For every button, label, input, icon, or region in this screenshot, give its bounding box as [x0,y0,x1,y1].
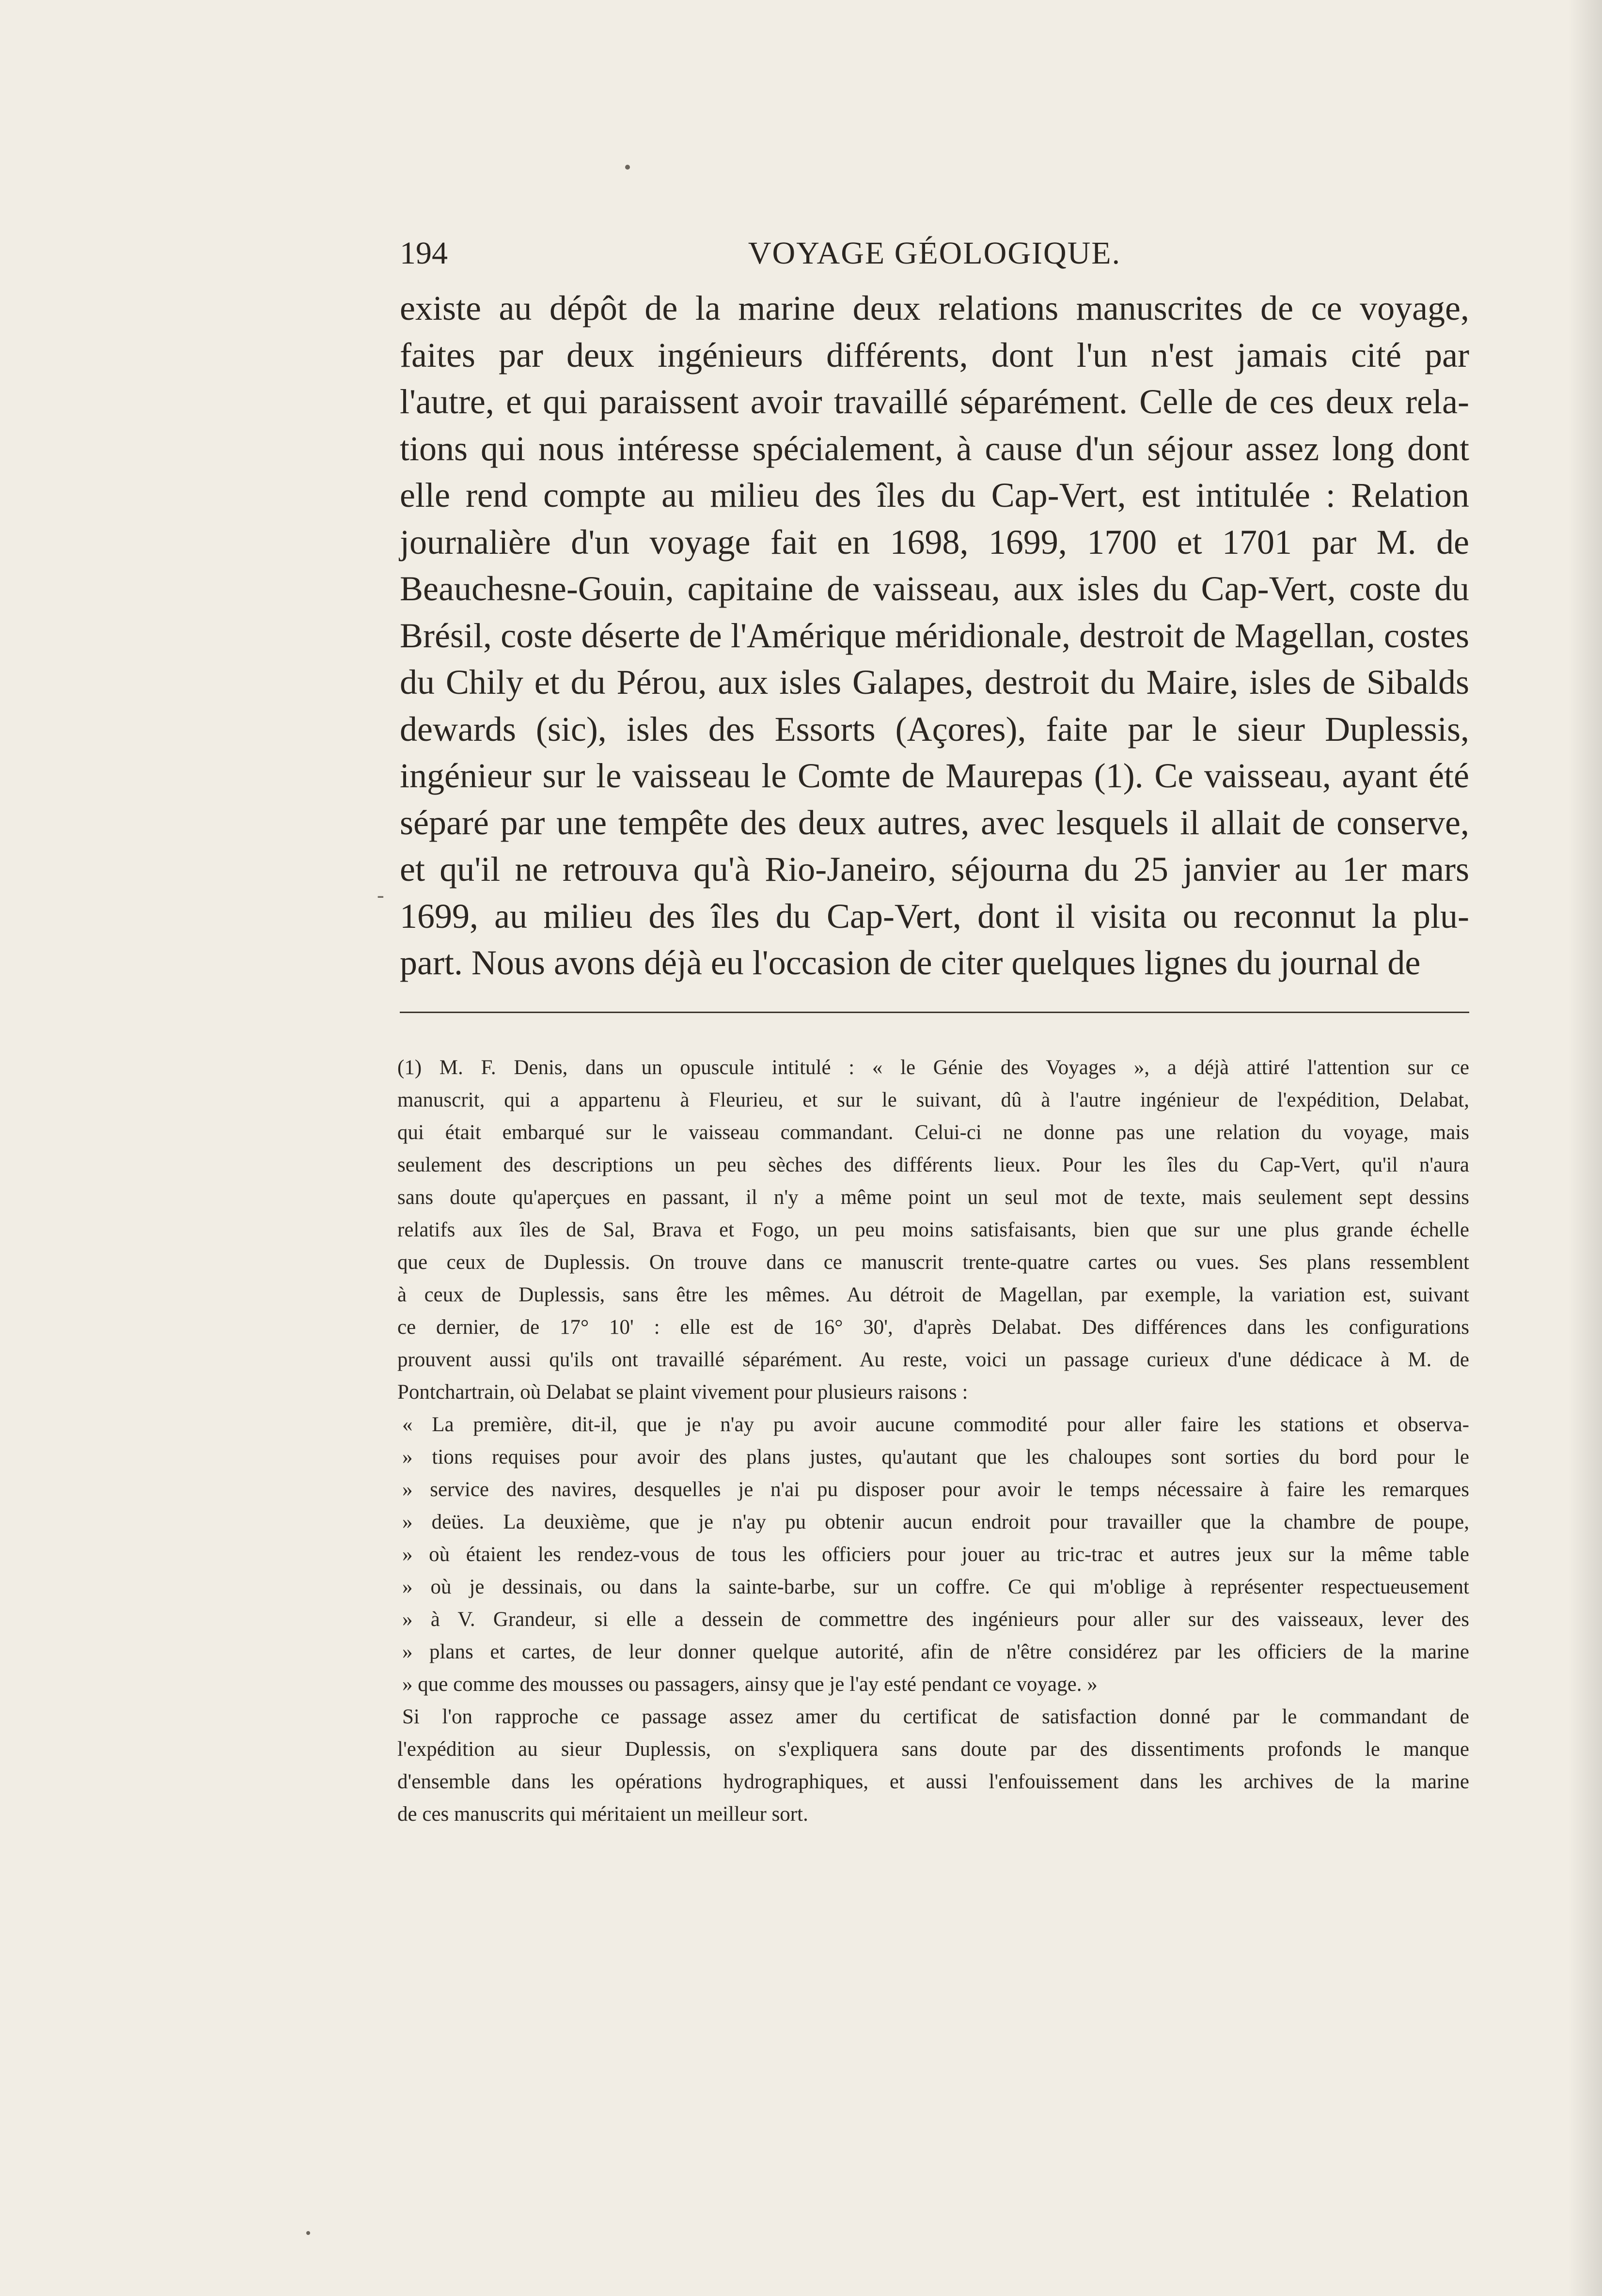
body-line: existe au dépôt de la marine deux relations manuscrites de ce voyage, [400,289,1469,328]
closing-line: Si l'on rapproche ce passage assez amer du certificat de satisfaction donné par le commandant de [402,1705,1469,1728]
body-line: ingénieur sur le vaisseau le Comte de Maurepas (1). Ce vaisseau, ayant été [400,756,1469,795]
footnote-line: (1) M. F. Denis, dans un opuscule intitulé : « le Génie des Voyages », a déjà attiré l'attention sur ce [397,1056,1469,1079]
body-line: faites par deux ingénieurs différents, dont l'un n'est jamais cité par [400,335,1469,375]
body-line: l'autre, et qui paraissent avoir travaillé séparément. Celle de ces deux rela- [400,382,1469,421]
page-header [400,235,1469,281]
closing-line: d'ensemble dans les opérations hydrographiques, et aussi l'enfouissement dans les archives de la marine [397,1770,1469,1793]
body-line: séparé par une tempête des deux autres, avec lesquels il allait de conserve, [400,803,1469,842]
footnote-rule [400,1012,1469,1013]
quote-line: » service des navires, desquelles je n'ai pu disposer pour avoir le temps nécessaire à faire les remarques [402,1478,1469,1501]
page-edge-shadow [1568,0,1602,2296]
main-text [400,285,1469,986]
quote-line: » tions requises pour avoir des plans justes, qu'autant que les chaloupes sont sorties du bord pour le [402,1446,1469,1468]
quote-line: » où étaient les rendez-vous de tous les officiers pour jouer au tric-trac et autres jeux sur la même table [402,1543,1469,1566]
footnote-line: sans doute qu'aperçues en passant, il n'y a même point un seul mot de texte, mais seulement sept dessins [397,1186,1469,1209]
ink-speck [625,165,630,170]
footnote [397,1051,1469,1830]
body-line: 1699, au milieu des îles du Cap-Vert, dont il visita ou reconnut la plu- [400,896,1469,936]
quote-line: » à V. Grandeur, si elle a dessein de commettre des ingénieurs pour aller sur des vaisseaux, lever des [402,1608,1469,1631]
body-line: Brésil, coste déserte de l'Amérique méridionale, destroit de Magellan, costes [400,616,1469,655]
body-line: Beauchesne-Gouin, capitaine de vaisseau, aux isles du Cap-Vert, coste du [400,569,1469,608]
running-title: VOYAGE GÉOLOGIQUE. [748,235,1121,271]
margin-mark: - [377,883,384,907]
quote-line: » où je dessinais, ou dans la sainte-barbe, sur un coffre. Ce qui m'oblige à représenter respectueusement [402,1576,1469,1598]
quote-line: » plans et cartes, de leur donner quelque autorité, afin de n'être considérez par les officiers de la marine [402,1640,1469,1663]
footnote-line: prouvent aussi qu'ils ont travaillé séparément. Au reste, voici un passage curieux d'une dédicace à M. de [397,1348,1469,1371]
body-line: dewards (sic), isles des Essorts (Açores), faite par le sieur Duplessis, [400,709,1469,749]
body-line: du Chily et du Pérou, aux isles Galapes, destroit du Maire, isles de Sibalds [400,663,1469,702]
quote-line: « La première, dit-il, que je n'ay pu avoir aucune commodité pour aller faire les stations et observa- [402,1413,1469,1436]
closing-line: l'expédition au sieur Duplessis, on s'expliquera sans doute par des dissentiments profonds le manque [397,1738,1469,1761]
ink-speck [306,2231,310,2235]
footnote-line: que ceux de Duplessis. On trouve dans ce manuscrit trente-quatre cartes ou vues. Ses plans ressemblent [397,1251,1469,1274]
body-line: journalière d'un voyage fait en 1698, 1699, 1700 et 1701 par M. de [400,522,1469,562]
footnote-line: qui était embarqué sur le vaisseau commandant. Celui-ci ne donne pas une relation du voyage, mais [397,1121,1469,1144]
quote-line: » que comme des mousses ou passagers, ainsy que je l'ay esté pendant ce voyage. » [402,1673,1098,1696]
page-number: 194 [400,235,448,271]
body-line: elle rend compte au milieu des îles du Cap-Vert, est intitulée : Relation [400,476,1469,515]
footnote-line: à ceux de Duplessis, sans être les mêmes. Au détroit de Magellan, par exemple, la variation est, suivant [397,1283,1469,1306]
body-line: tions qui nous intéresse spécialement, à cause d'un séjour assez long dont [400,429,1469,468]
body-line: part. Nous avons déjà eu l'occasion de citer quelques lignes du journal de [400,943,1421,982]
body-line: et qu'il ne retrouva qu'à Rio-Janeiro, séjourna du 25 janvier au 1er mars [400,850,1469,889]
quote-line: » deües. La deuxième, que je n'ay pu obtenir aucun endroit pour travailler que la chambre de poupe, [402,1511,1469,1533]
closing-line: de ces manuscrits qui méritaient un meilleur sort. [397,1803,808,1826]
footnote-line: Pontchartrain, où Delabat se plaint vivement pour plusieurs raisons : [397,1381,968,1404]
footnote-line: manuscrit, qui a appartenu à Fleurieu, et sur le suivant, dû à l'autre ingénieur de l'expédition, Delabat, [397,1089,1469,1111]
footnote-line: seulement des descriptions un peu sèches des différents lieux. Pour les îles du Cap-Vert, qu'il n'aura [397,1154,1469,1176]
footnote-line: ce dernier, de 17° 10' : elle est de 16° 30', d'après Delabat. Des différences dans les configurations [397,1316,1469,1339]
footnote-line: relatifs aux îles de Sal, Brava et Fogo, un peu moins satisfaisants, bien que sur une plus grande échelle [397,1218,1469,1241]
